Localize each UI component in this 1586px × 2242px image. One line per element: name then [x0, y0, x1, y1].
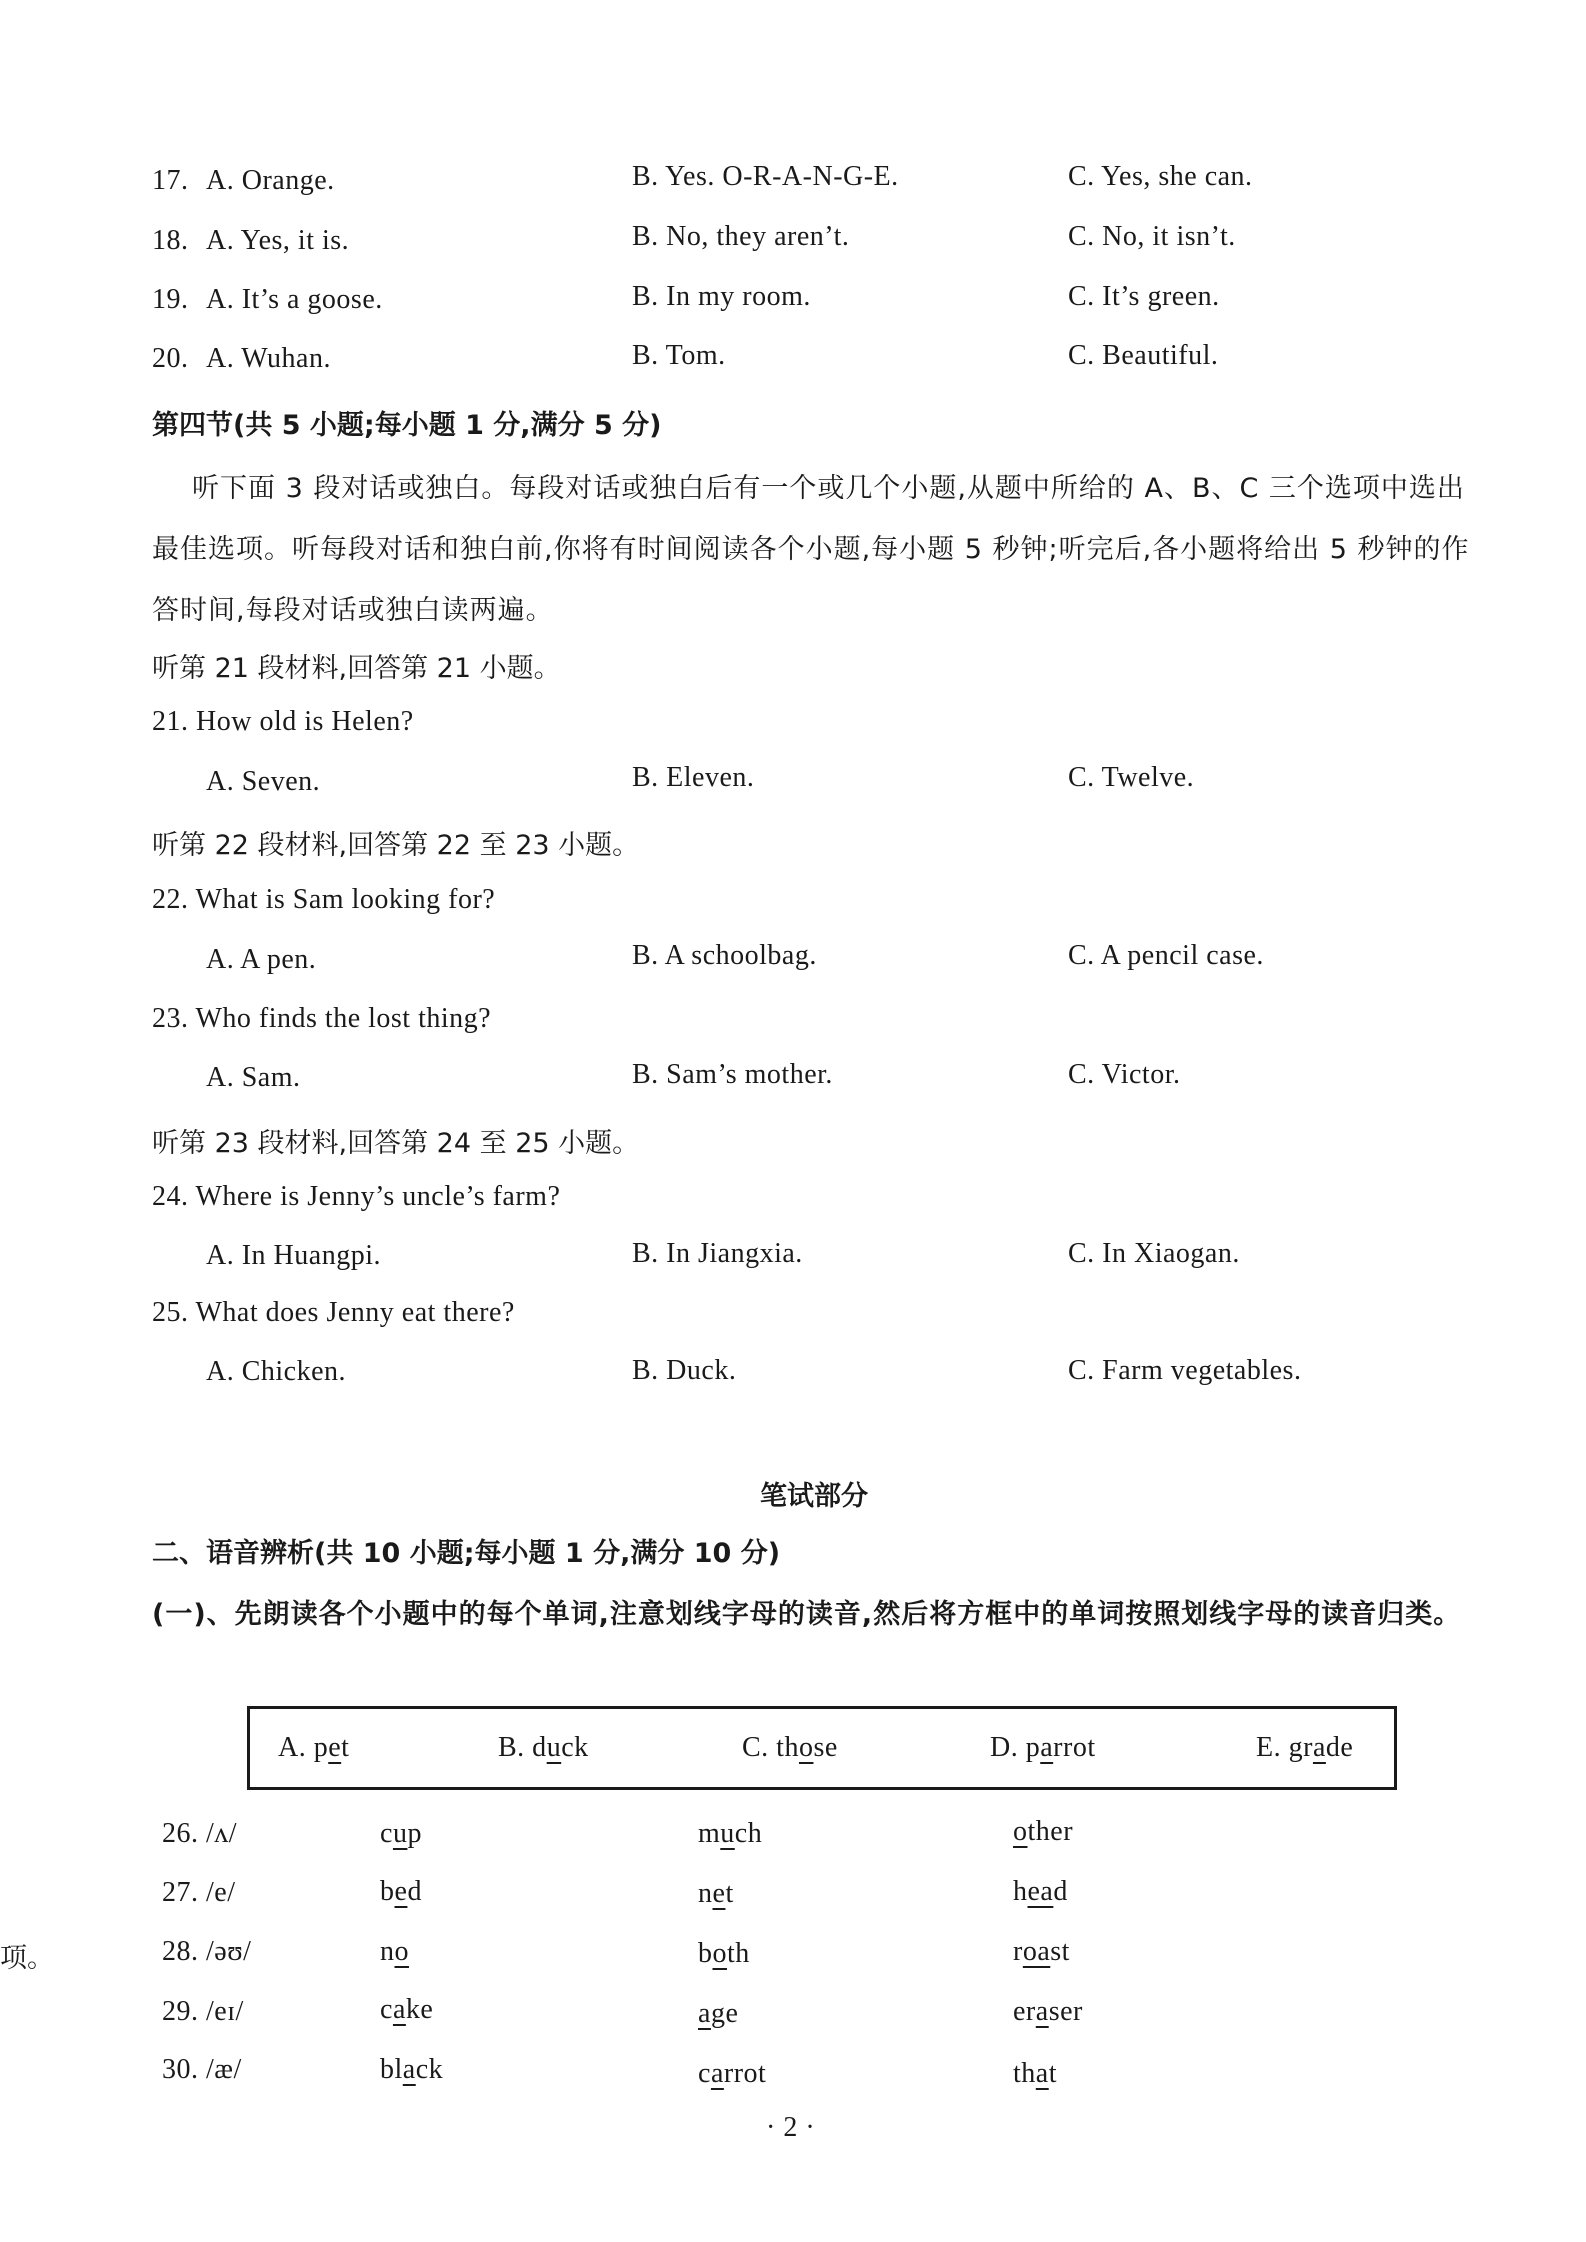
underlined-letter: u [546, 1732, 562, 1763]
underlined-letter: o [798, 1732, 814, 1763]
option-b: B. A schoolbag. [632, 940, 817, 971]
option-b: B. Yes. O-R-A-N-G-E. [632, 161, 899, 192]
phonics-word: that [1013, 2058, 1057, 2089]
question-number: 18. [152, 225, 189, 256]
option-b: B. Eleven. [632, 762, 755, 793]
phonics-word: carrot [698, 2058, 767, 2089]
phonics-number: 30. /æ/ [162, 2054, 242, 2085]
question-25: 25. What does Jenny eat there? [152, 1297, 515, 1328]
phonics-word: net [698, 1878, 734, 1909]
option-c: C. Victor. [1068, 1059, 1181, 1090]
box-word: B. duck [498, 1732, 589, 1763]
phonics-word: bed [380, 1876, 422, 1907]
phonics-word: roast [1013, 1936, 1070, 1967]
option-a: A. Wuhan. [206, 343, 331, 374]
option-c: C. A pencil case. [1068, 940, 1264, 971]
underlined-letter: e [328, 1732, 342, 1763]
phonics-word: eraser [1013, 1996, 1083, 2027]
option-c: C. No, it isn’t. [1068, 221, 1236, 252]
question-number: 20. [152, 343, 189, 374]
question-23: 23. Who finds the lost thing? [152, 1003, 492, 1034]
phonics-number: 26. /ʌ/ [162, 1818, 238, 1849]
option-c: C. Beautiful. [1068, 340, 1219, 371]
question-21: 21. How old is Helen? [152, 706, 414, 737]
box-word: A. pet [278, 1732, 350, 1763]
option-b: B. Sam’s mother. [632, 1059, 833, 1090]
question-22: 22. What is Sam looking for? [152, 884, 496, 915]
question-number: 19. [152, 284, 189, 315]
phonics-number: 27. /e/ [162, 1877, 236, 1908]
option-a: A. Sam. [206, 1062, 301, 1093]
option-b: B. Tom. [632, 340, 726, 371]
phonics-word: head [1013, 1876, 1068, 1907]
question-number: 17. [152, 165, 189, 196]
part2-heading: 二、语音辨析(共 10 小题;每小题 1 分,满分 10 分) [152, 1538, 781, 1569]
option-c: C. Yes, she can. [1068, 161, 1253, 192]
option-b: B. No, they aren’t. [632, 221, 850, 252]
box-word: C. those [742, 1732, 838, 1763]
option-c: C. Twelve. [1068, 762, 1195, 793]
option-b: B. Duck. [632, 1355, 737, 1386]
box-word: D. parrot [990, 1732, 1096, 1763]
sub1-instructions: (一)、先朗读各个小题中的每个单词,注意划线字母的读音,然后将方框中的单词按照划线字母的读音归类。 [152, 1599, 1462, 1630]
phonics-word: cake [380, 1994, 434, 2025]
option-c: C. Farm vegetables. [1068, 1355, 1302, 1386]
phonics-word: other [1013, 1816, 1074, 1847]
option-b: B. In my room. [632, 281, 811, 312]
option-a: A. A pen. [206, 944, 317, 975]
section4-instructions: 听下面 3 段对话或独白。每段对话或独白后有一个或几个小题,从题中所给的 A、B、C 三个选项中选出最佳选项。听每段对话和独白前,你将有时间阅读各个小题,每小题 5 秒钟;听完后,各小题将给出 5 秒钟的作答时间,每段对话或独白读两遍。 [152, 473, 1470, 626]
option-b: B. In Jiangxia. [632, 1238, 803, 1269]
group-intro-22: 听第 22 段材料,回答第 22 至 23 小题。 [152, 830, 640, 861]
option-a: A. In Huangpi. [206, 1240, 381, 1271]
question-24: 24. Where is Jenny’s uncle’s farm? [152, 1181, 561, 1212]
box-word: E. grade [1256, 1732, 1354, 1763]
option-a: A. Yes, it is. [206, 225, 350, 256]
phonics-word: cup [380, 1818, 422, 1849]
written-part-title: 笔试部分 [760, 1481, 868, 1512]
underlined-letter: a [1312, 1732, 1326, 1763]
option-c: C. In Xiaogan. [1068, 1238, 1240, 1269]
phonics-word: no [380, 1936, 409, 1967]
group-intro-23: 听第 23 段材料,回答第 24 至 25 小题。 [152, 1128, 640, 1159]
phonics-word: both [698, 1938, 750, 1969]
underlined-letter: a [1040, 1732, 1054, 1763]
group-intro-21: 听第 21 段材料,回答第 21 小题。 [152, 653, 561, 684]
phonics-number: 28. /əʊ/ [162, 1936, 252, 1967]
margin-fragment: 项。 [0, 1943, 54, 1974]
option-a: A. It’s a goose. [206, 284, 383, 315]
phonics-word: black [380, 2054, 444, 2085]
page-number: · 2 · [766, 2112, 816, 2143]
phonics-word: age [698, 1998, 739, 2029]
option-c: C. It’s green. [1068, 281, 1220, 312]
option-a: A. Orange. [206, 165, 335, 196]
phonics-number: 29. /eɪ/ [162, 1996, 244, 2027]
section4-heading: 第四节(共 5 小题;每小题 1 分,满分 5 分) [152, 410, 662, 441]
option-a: A. Chicken. [206, 1356, 347, 1387]
phonics-word: much [698, 1818, 763, 1849]
option-a: A. Seven. [206, 766, 321, 797]
